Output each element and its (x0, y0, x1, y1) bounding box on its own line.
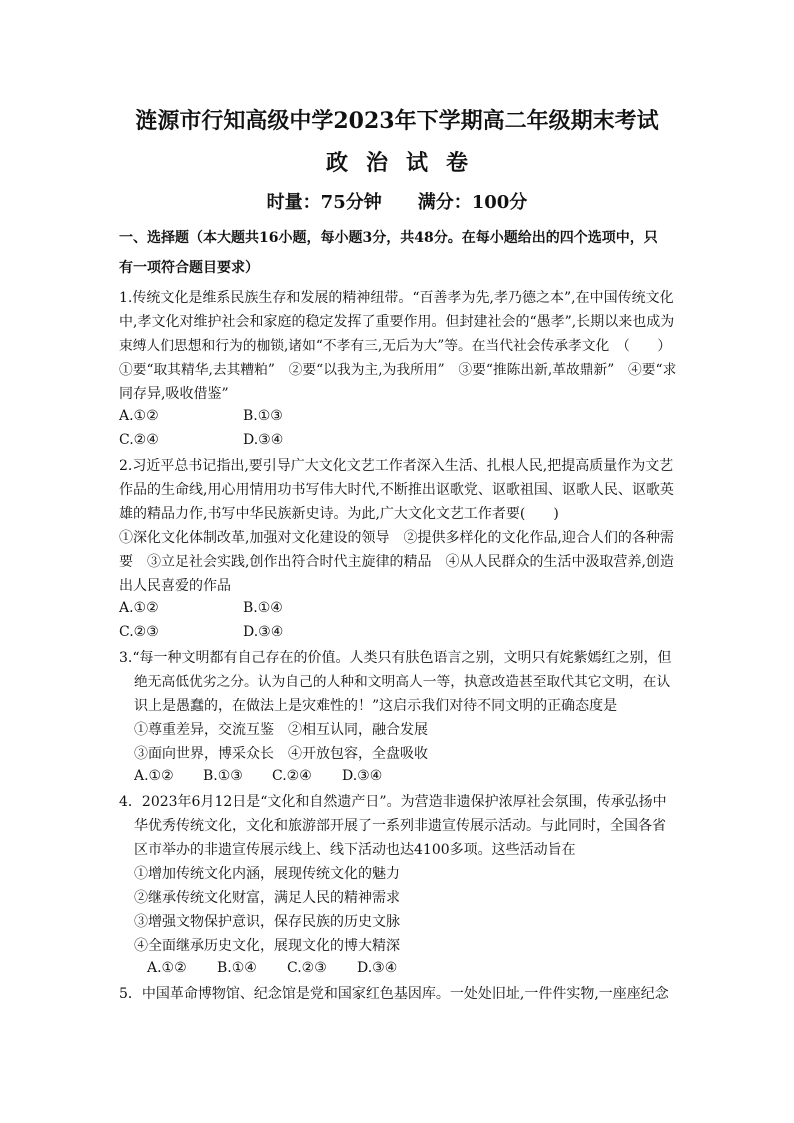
q2-line: 2.习近平总书记指出,要引导广大文化文艺工作者深入生活、扎根人民,把提高质量作为文艺 (119, 458, 674, 474)
q2-line: ①深化文化体制改革,加强对文化建设的领导 ②提供多样化的文化作品,迎合人们的各种需 (119, 530, 674, 546)
q1-line: 中,孝文化对维护社会和家庭的稳定发挥了重要作用。但封建社会的“愚孝”,长期以来也成为 (119, 314, 675, 330)
q1-option-b: B.①③ (243, 408, 283, 424)
q3-option-a: A.①② (134, 768, 174, 784)
q3-line: ③面向世界，博采众长 ④开放包容，全盘吸收 (134, 746, 428, 762)
q5-line: 5．中国革命博物馆、纪念馆是党和国家红色基因库。一处处旧址,一件件实物,一座座纪念 (119, 986, 669, 1002)
q2-line: 雄的精品力作,书写中华民族新史诗。为此,广大文化文艺工作者要( ) (119, 506, 559, 522)
q3-line: ①尊重差异，交流互鉴 ②相互认同，融合发展 (134, 722, 428, 738)
q3-option-d: D.③④ (342, 768, 383, 784)
q2-line: 作品的生命线,用心用情用功书写伟大时代,不断推出讴歌党、讴歌祖国、讴歌人民、讴歌英 (119, 482, 674, 498)
q2-option-b: B.①④ (243, 600, 283, 616)
q4-line: 区市举办的非遗宣传展示线上、线下活动也达4100多项。这些活动旨在 (134, 842, 576, 858)
q4-option-d: D.③④ (357, 960, 398, 976)
score-label: 满分：100分 (417, 192, 528, 213)
exam-subject: 政治试卷 (325, 150, 486, 176)
q1-option-c: C.②④ (119, 432, 159, 448)
q4-line: 华优秀传统文化，文化和旅游部开展了一系列非遗宣传展示活动。与此同时，全国各省 (134, 818, 666, 834)
q4-option-a: A.①② (147, 960, 187, 976)
q4-line: ①增加传统文化内涵，展现传统文化的魅力 (134, 866, 400, 882)
q4-option-b: B.①④ (217, 960, 257, 976)
q1-line: 束缚人们思想和行为的枷锁,诸如“不孝有三,无后为大”等。在当代社会传承孝文化 （ ） (119, 338, 672, 354)
q3-option-b: B.①③ (203, 768, 243, 784)
q2-line: 要 ③立足社会实践,创作出符合时代主旋律的精品 ④从人民群众的生活中汲取营养,创造 (119, 554, 674, 570)
q3-line: 3.“每一种文明都有自己存在的价值。人类只有肤色语言之别，文明只有姹紫嫣红之别，但 (119, 650, 672, 666)
q2-option-d: D.③④ (243, 624, 284, 640)
q2-line: 出人民喜爱的作品 (119, 578, 231, 594)
q2-option-a: A.①② (119, 600, 159, 616)
section-heading-line1: 一、选择题（本大题共16小题，每小题3分，共48分。在每小题给出的四个选项中，只 (119, 230, 658, 246)
q1-line: 1.传统文化是维系民族生存和发展的精神纽带。“百善孝为先,孝乃德之本”,在中国传统文化 (119, 290, 674, 306)
q2-option-c: C.②③ (119, 624, 159, 640)
q3-option-c: C.②④ (272, 768, 312, 784)
q1-line: ①要“取其精华,去其糟粕” ②要“以我为主,为我所用” ③要“推陈出新,革故鼎新” ④要“求 (119, 362, 677, 378)
q1-line: 同存异,吸收借鉴” (119, 386, 229, 402)
q4-line: ②继承传统文化财富，满足人民的精神需求 (134, 890, 400, 906)
q4-line: 4．2023年6月12日是“文化和自然遗产日”。为营造非遗保护浓厚社会氛围，传承弘扬中 (119, 794, 667, 810)
q4-line: ③增强文物保护意识，保存民族的历史文脉 (134, 914, 400, 930)
time-label: 时量：75分钟 (266, 192, 382, 213)
q3-line: 绝无高低优劣之分。认为自己的人种和文明高人一等，执意改造甚至取代其它文明，在认 (134, 674, 671, 690)
q4-line: ④全面继承历史文化，展现文化的博大精深 (134, 938, 400, 954)
q3-line: 识上是愚蠢的，在做法上是灾难性的！”这启示我们对待不同文明的正确态度是 (134, 698, 618, 714)
exam-title: 涟源市行知高级中学2023年下学期高二年级期末考试 (135, 108, 659, 134)
q4-option-c: C.②③ (287, 960, 327, 976)
q1-option-d: D.③④ (243, 432, 284, 448)
exam-meta (0, 188, 794, 214)
q1-option-a: A.①② (119, 408, 159, 424)
section-heading-line2: 有一项符合题目要求） (119, 260, 259, 276)
